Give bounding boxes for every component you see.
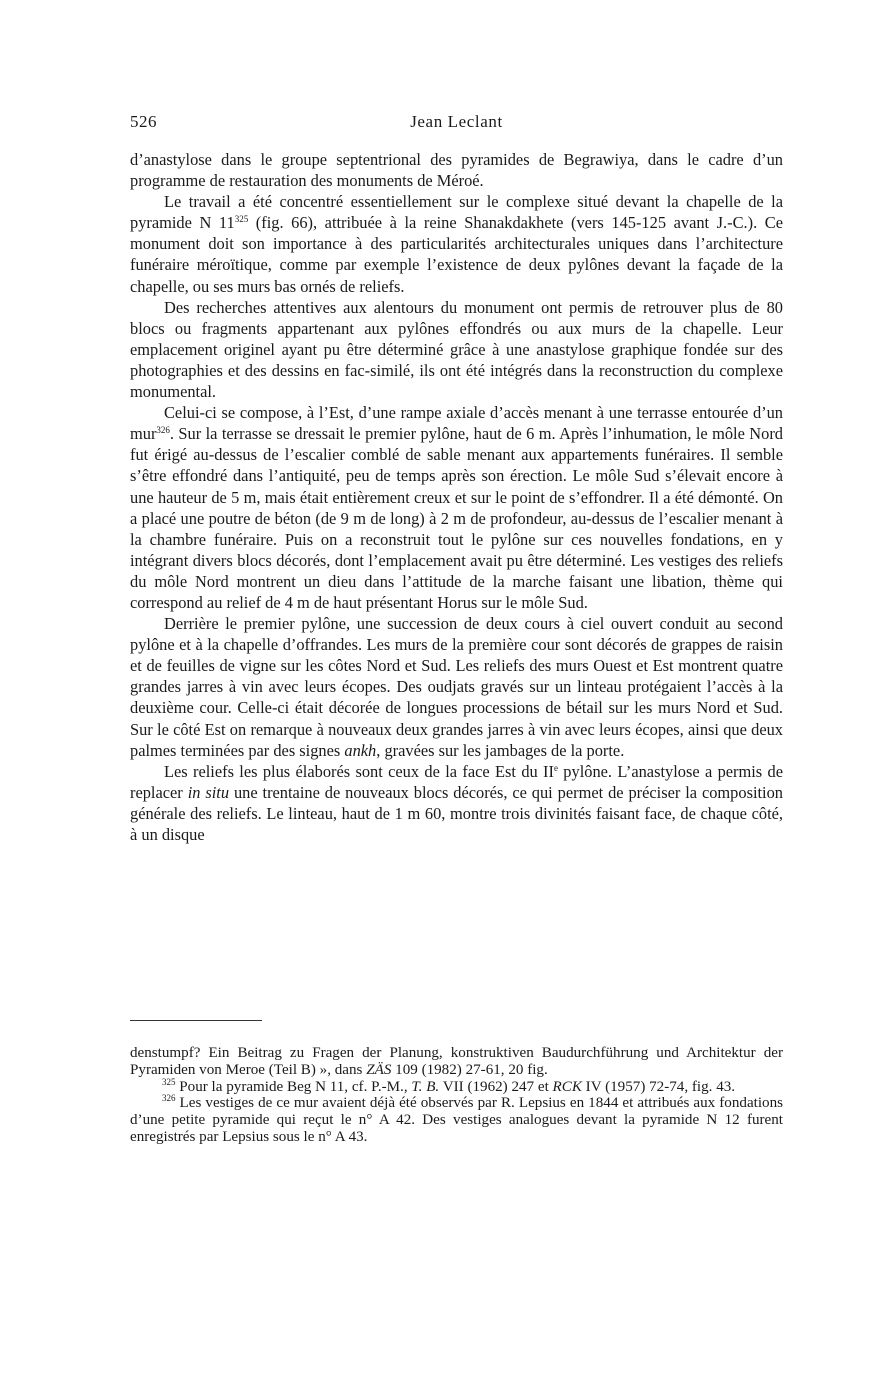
paragraph-4-text-a: Celui-ci se compose, à l’Est, d’une rampe axiale d’accès menant à une terrasse entourée d’un mur [130, 403, 783, 444]
footnote-continuation-italic: ZÄS [366, 1061, 392, 1078]
page-header [130, 112, 783, 136]
footnote-number-325: 325 [162, 1076, 176, 1087]
paragraph-1 [130, 149, 783, 191]
paragraph-2-text-b: (fig. 66), attribuée à la reine Shanakdakhete (vers 145-125 avant J.-C.). Ce monument doit son importance à des particularités architecturales uniques dans l’architecture funéraire méroïtique, comme par exemple l’existence de deux pylônes devant la façade de la chapelle, ou ses murs bas ornés de reliefs. [130, 213, 783, 296]
footnote-continuation-text-b: 109 (1982) 27-61, 20 fig. [391, 1061, 548, 1078]
paragraph-2 [130, 191, 783, 296]
paragraph-5 [130, 613, 783, 761]
paragraph-5-text-a: Derrière le premier pylône, une succession de deux cours à ciel ouvert conduit au second pylône et à la chapelle d’offrandes. Les murs de la première cour sont décorés de grappes de raisin et de feuilles de vigne sur les côtes Nord et Sud. Les reliefs des murs Ouest et Est montrent quatre grandes jarres à vin avec leurs écopes. Des oudjats gravés sur un linteau protégaient l’accès à la deuxième cour. Celle-ci était décorée de longues processions de bétail sur les murs Nord et Sud. Sur le côté Est on remarque à nouveaux deux grandes jarres à vin avec leurs écopes, ainsi que deux palmes terminées par des signes [130, 614, 783, 760]
paragraph-4-text-b: . Sur la terrasse se dressait le premier pylône, haut de 6 m. Après l’inhumation, le môle Nord fut érigé au-dessus de l’escalier comblé de sable menant aux appartements funéraires. Il semble s’être effondré dans l’antiquité, peu de temps après son érection. Le môle Sud s’élevait encore à une hauteur de 5 m, mais était entièrement creux et sur le point de s’effondrer. Il a été démonté. On a placé une poutre de béton (de 9 m de long) à 2 m de profondeur, au-dessus de l’escalier menant à la chambre funéraire. Puis on a reconstruit tout le pylône sur ces nouvelles fondations, en y intégrant divers blocs décorés, dont l’emplacement avait pu être déterminé. Les vestiges des reliefs du môle Nord montrent un dieu dans l’attitude de la marche faisant une libation, thème qui correspond au relief de 4 m de haut présentant Horus sur le môle Sud. [130, 424, 783, 612]
footnote-326 [130, 1095, 783, 1145]
footnote-325-text-a: Pour la pyramide Beg N 11, cf. P.-M., [175, 1078, 412, 1095]
footnote-ref-326: 326 [156, 425, 170, 436]
ordinal-superscript: e [553, 762, 558, 773]
footnote-325-text-b: VII (1962) 247 et [439, 1078, 553, 1095]
paragraph-6-text-a: Les reliefs les plus élaborés sont ceux de la face Est du II [164, 761, 554, 781]
footnote-separator [130, 1020, 262, 1021]
paragraph-5-italic: ankh [344, 740, 377, 760]
footnote-325-italic-2: RCK [552, 1078, 582, 1095]
paragraph-1-text: d’anastylose dans le groupe septentrional des pyramides de Begrawiya, dans le cadre d’un programme de restauration des monuments de Méroé. [130, 150, 783, 191]
paragraph-5-text-b: , gravées sur les jambages de la porte. [376, 740, 625, 760]
footnotes [130, 1045, 783, 1146]
footnote-325 [130, 1076, 783, 1096]
footnote-325-text-c: IV (1957) 72-74, fig. 43. [581, 1078, 736, 1095]
paragraph-2-text-a: Le travail a été concentré essentiellement sur le complexe situé devant la chapelle de la pyramide N 11 [130, 192, 783, 233]
paragraph-4 [130, 402, 783, 613]
paragraph-3 [130, 297, 783, 402]
page-number: 526 [130, 112, 157, 131]
running-head: Jean Leclant [410, 112, 503, 131]
paragraph-3-text: Des recherches attentives aux alentours du monument ont permis de retrouver plus de 80 blocs ou fragments appartenant aux pylônes effondrés ou aux murs de la chapelle. Leur emplacement originel ayant pu être déterminé grâce à une anastylose graphique fondée sur des photographies et des dessins en fac-similé, ils ont été intégrés dans la reconstruction du complexe monumental. [130, 297, 783, 402]
footnote-continuation-text-a: denstumpf? Ein Beitrag zu Fragen der Planung, konstruktiven Baudurchführung und Architektur der Pyramiden von Meroe (Teil B) », dans [130, 1045, 783, 1078]
paragraph-6 [130, 761, 783, 845]
paragraph-6-text-c: une trentaine de nouveaux blocs décorés, ce qui permet de préciser la composition générale des reliefs. Le linteau, haut de 1 m 60, montre trois divinités faisant face, de chaque côté, à un disque [130, 782, 784, 844]
body-text [130, 149, 783, 845]
footnote-325-italic-1: T. B. [411, 1078, 440, 1095]
paragraph-6-italic: in situ [187, 782, 230, 802]
footnote-326-text: Les vestiges de ce mur avaient déjà été observés par R. Lepsius en 1844 et attribués aux fondations d’une petite pyramide qui reçut le n° A 42. Des vestiges analogues devant la pyramide N 12 furent enregistrés par Lepsius sous le n° A 43. [130, 1095, 783, 1145]
footnote-continuation [130, 1045, 783, 1079]
footnote-number-326: 326 [162, 1093, 176, 1104]
footnote-ref-325: 325 [234, 214, 249, 225]
paragraph-6-text-b: pylône. L’anastylose a permis de replacer [130, 761, 783, 802]
